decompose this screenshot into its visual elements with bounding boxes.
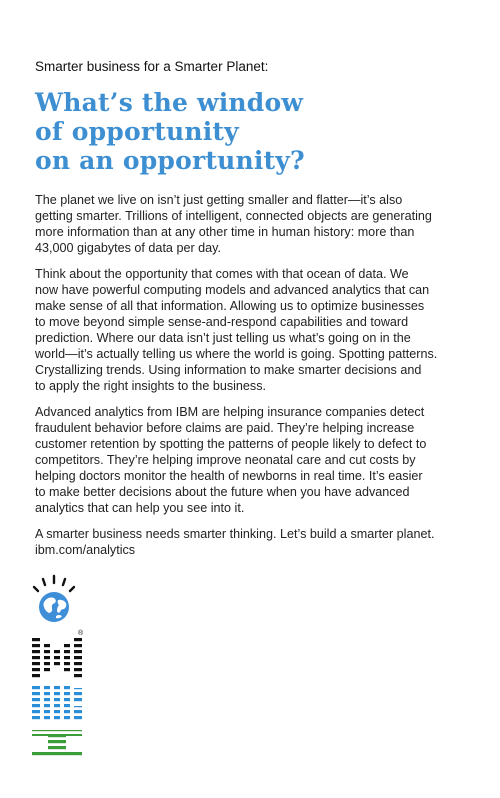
body-paragraph-3: Advanced analytics from IBM are helping insurance companies detect fraudulent behavior before claims are paid. They’re helping increase customer retention by spotting the patterns of people likely to defect to competitors. They’re helping improve neonatal care and cut costs by helping doctors monitor the health of newborns in real time. It’s easier to make better decisions about the future when you have advanced analytics that can help you see into it. xyxy=(35,405,427,515)
call-to-action: A smarter business needs smarter thinking. Let’s build a smarter planet. ibm.com/analytics xyxy=(35,527,435,557)
body-paragraph-2: Think about the opportunity that comes with that ocean of data. We now have powerful computing models and advanced analytics that can make sense of all that information. Allowing us to optimize businesses to move beyond simple sense-and-respond capabilities and toward prediction. Where our data isn’t just telling us what’s going on in the world—it’s actually telling us where the world is going. Spotting patterns. Crystallizing trends. Using information to make smarter decisions and to apply the right insights to the business. xyxy=(35,267,438,393)
body-copy xyxy=(35,192,475,568)
headline-line-2: of opportunity xyxy=(35,117,239,146)
headline-line-3: on an opportunity? xyxy=(35,146,305,175)
headline xyxy=(35,88,475,175)
registered-mark: ® xyxy=(78,630,84,637)
kicker-text: Smarter business for a Smarter Planet: xyxy=(35,59,269,74)
ibm-striped-logo xyxy=(30,630,86,760)
body-paragraph-1: The planet we live on isn’t just getting smaller and flatter—it’s also getting smarter. Trillions of intelligent, connected objects are generating more information than at any other time in human history: more than 43,000 gigabytes of data per day. xyxy=(35,193,432,255)
smarter-planet-globe-icon xyxy=(26,572,82,628)
headline-line-1: What’s the window xyxy=(35,88,304,117)
